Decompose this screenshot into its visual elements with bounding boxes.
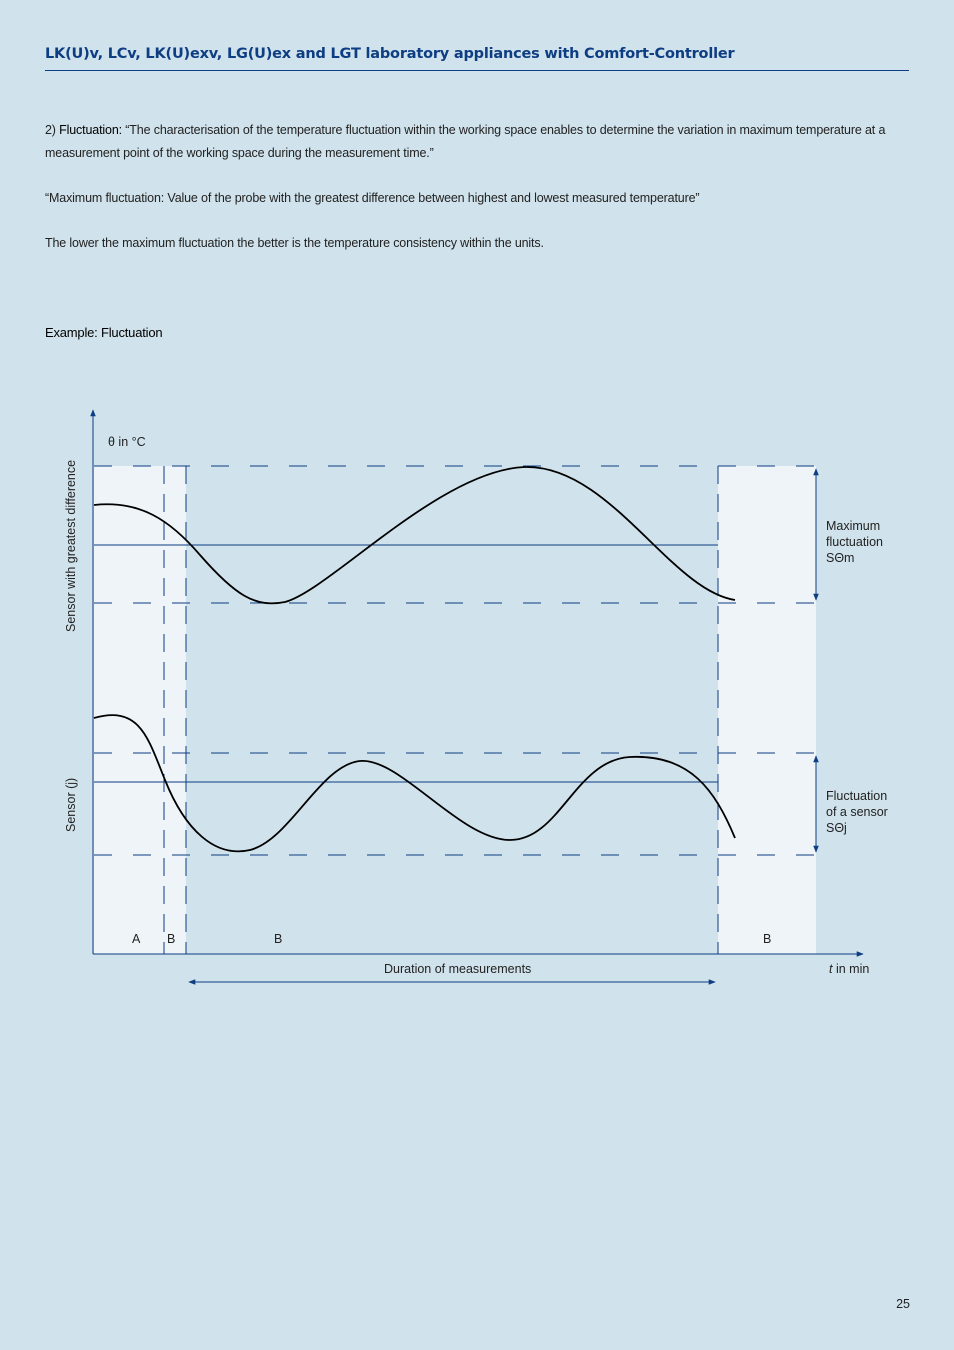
x-axis-unit: in min [832, 962, 870, 976]
zone-b-label-left: B [167, 932, 176, 946]
upper-sensor-curve [94, 467, 735, 603]
y-axis-label: θ in °C [108, 435, 146, 449]
list-number: 2) [45, 123, 60, 137]
zone-b-label-middle: B [274, 932, 283, 946]
zone-b-label-right: B [763, 932, 772, 946]
example-title: Example: Fluctuation [45, 325, 163, 340]
x-axis-label [829, 962, 869, 976]
zone-a-b-shading [94, 466, 186, 954]
sensor-fluctuation-label-1: Fluctuation [826, 789, 888, 803]
definition-text: “The characterisation of the temperature fluctuation within the working space enables to determine the variation in maximum temperature at a measurement point of the working space during the measurement time.” [45, 123, 886, 160]
lower-sensor-curve [94, 715, 735, 851]
sensor-fluctuation-label-3: SΘj [826, 821, 847, 835]
zone-b-right-shading [718, 466, 816, 954]
duration-label: Duration of measurements [384, 962, 532, 976]
max-fluctuation-label-3: SΘm [826, 551, 855, 565]
max-fluctuation-label-2: fluctuation [826, 535, 883, 549]
page-header-title: LK(U)v, LCv, LK(U)exv, LG(U)ex and LGT laboratory appliances with Comfort-Controller [45, 46, 735, 62]
zone-a-label: A [132, 932, 141, 946]
paragraph-consistency: The lower the maximum fluctuation the better is the temperature consistency within the units. [45, 236, 544, 250]
paragraph-max-fluctuation: “Maximum fluctuation: Value of the probe with the greatest difference between highest and lowest measured temperature” [45, 191, 700, 205]
lower-curve-label: Sensor (j) [64, 777, 78, 832]
max-fluctuation-label-1: Maximum [826, 519, 881, 533]
page-number: 25 [896, 1297, 910, 1311]
sensor-fluctuation-label-2: of a sensor [826, 805, 888, 819]
term-fluctuation: Fluctuation: [59, 123, 122, 137]
upper-curve-label: Sensor with greatest difference [64, 459, 78, 632]
x-axis-variable: t [829, 962, 833, 976]
